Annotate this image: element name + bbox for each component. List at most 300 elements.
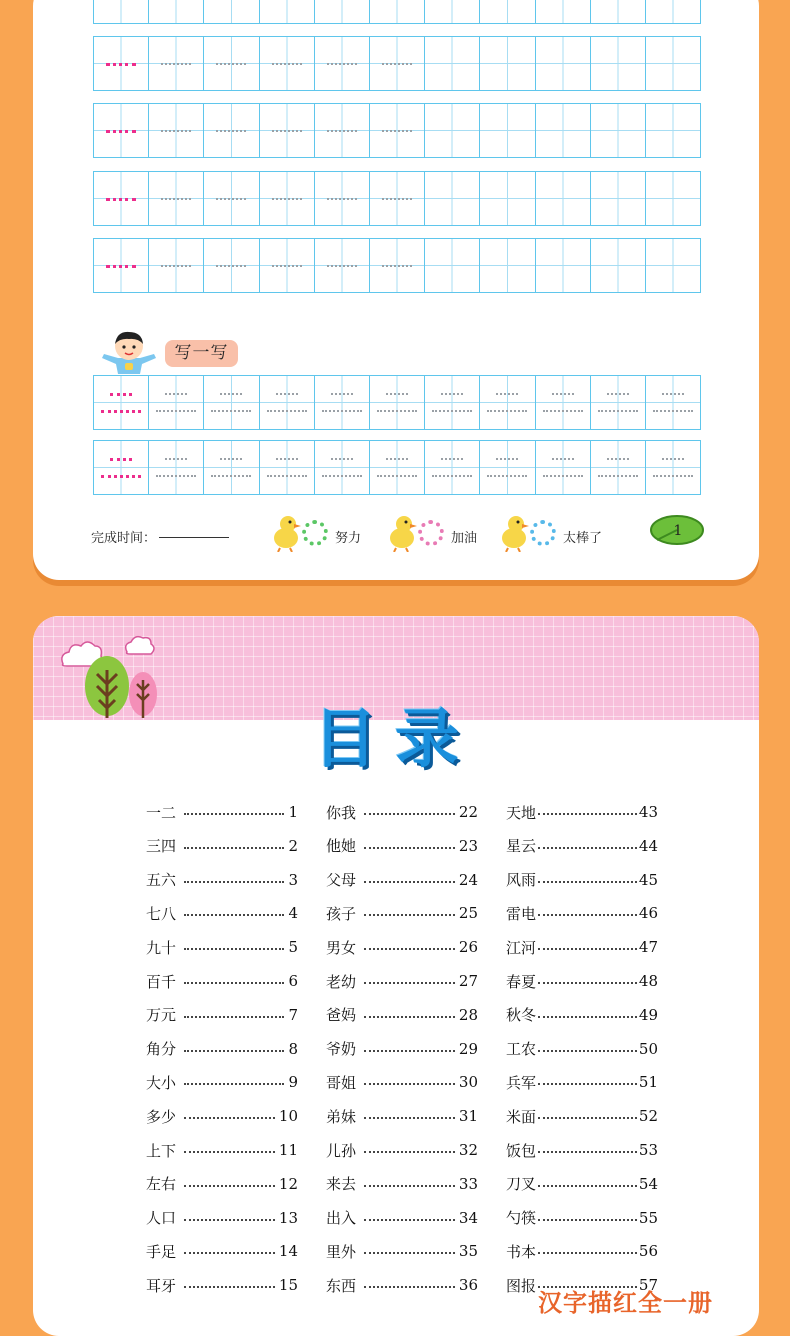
toc-entry-name: 一二 — [146, 803, 177, 822]
toc-entry-page: 25 — [458, 904, 478, 923]
writing-cell[interactable] — [315, 239, 370, 292]
trace-stroke — [607, 393, 629, 395]
writing-cell[interactable] — [94, 0, 149, 23]
toc-entry[interactable] — [146, 1105, 298, 1127]
writing-cell[interactable] — [204, 172, 259, 225]
toc-entry-page: 44 — [638, 836, 658, 855]
toc-entry-page: 31 — [458, 1107, 478, 1126]
toc-entry-name: 耳牙 — [146, 1276, 177, 1295]
toc-entry-name: 东西 — [326, 1276, 357, 1295]
toc-leader-dots — [184, 1219, 275, 1221]
writing-cell[interactable] — [480, 0, 535, 23]
toc-leader-dots — [184, 881, 284, 883]
toc-entry-page: 48 — [638, 972, 658, 990]
toc-entry[interactable] — [326, 869, 478, 891]
toc-entry[interactable] — [506, 1105, 658, 1127]
toc-entry-page: 36 — [458, 1276, 478, 1295]
toc-entry-page: 57 — [638, 1276, 658, 1295]
toc-entry-name: 上下 — [146, 1141, 177, 1160]
toc-entry[interactable] — [326, 902, 478, 924]
writing-cell[interactable] — [536, 37, 591, 90]
trace-stroke — [386, 458, 408, 460]
toc-entry-name: 来去 — [326, 1175, 357, 1194]
writing-cell[interactable] — [480, 376, 535, 429]
rating-label: 加油 — [451, 531, 478, 546]
trace-stroke — [216, 265, 246, 267]
writing-cell[interactable] — [260, 104, 315, 157]
writing-cell[interactable] — [646, 104, 700, 157]
trace-stroke — [327, 63, 357, 65]
trace-stroke — [382, 265, 412, 267]
toc-leader-dots — [538, 1219, 637, 1221]
toc-entry[interactable] — [146, 1240, 298, 1262]
toc-entry-name: 九十 — [146, 938, 177, 957]
toc-entry-name: 春夏 — [506, 972, 537, 991]
page-number-leaf-icon — [649, 514, 705, 550]
completion-time-blank[interactable] — [159, 537, 229, 538]
writing-cell[interactable] — [536, 0, 591, 23]
model-stroke — [106, 198, 136, 201]
toc-entry-name: 哥姐 — [326, 1073, 357, 1092]
toc-entry-page: 5 — [288, 938, 298, 957]
toc-entry-name: 爷奶 — [326, 1040, 357, 1059]
toc-entry-page: 2 — [288, 836, 298, 855]
rating-label: 太棒了 — [563, 531, 603, 546]
writing-cell[interactable] — [646, 172, 700, 225]
toc-entry-name: 你我 — [326, 803, 357, 822]
toc-entry[interactable] — [326, 1240, 478, 1262]
toc-entry-name: 手足 — [146, 1242, 177, 1261]
duck-icon — [498, 512, 530, 552]
page-number: 1 — [673, 523, 683, 539]
writing-cell[interactable] — [536, 172, 591, 225]
writing-cell[interactable] — [480, 104, 535, 157]
toc-leader-dots — [364, 1083, 455, 1085]
toc-leader-dots — [364, 982, 455, 984]
writing-cell[interactable] — [591, 172, 646, 225]
toc-entry-page: 55 — [638, 1208, 658, 1227]
toc-entry-name: 多少 — [146, 1107, 177, 1126]
writing-cell[interactable] — [370, 376, 425, 429]
toc-entry[interactable] — [326, 936, 478, 958]
trace-stroke — [386, 393, 408, 395]
writing-cell[interactable] — [315, 441, 370, 494]
duck-icon — [386, 512, 418, 552]
toc-leader-dots — [538, 1050, 637, 1052]
writing-cell[interactable] — [94, 376, 149, 429]
writing-cell[interactable] — [646, 37, 700, 90]
toc-entry-page: 47 — [638, 938, 658, 957]
toc-entry-name: 父母 — [326, 871, 357, 890]
writing-cell[interactable] — [480, 239, 535, 292]
toc-entry-name: 百千 — [146, 972, 177, 991]
writing-cell[interactable] — [315, 0, 370, 23]
trace-stroke — [441, 458, 463, 460]
trace-stroke — [441, 393, 463, 395]
toc-entry-page: 13 — [278, 1208, 298, 1227]
trace-stroke — [216, 130, 246, 132]
toc-entry[interactable] — [326, 1105, 478, 1127]
toc-entry-page: 51 — [638, 1073, 658, 1092]
writing-cell[interactable] — [149, 37, 204, 90]
toc-entry-name: 孩子 — [326, 904, 357, 923]
toc-leader-dots — [184, 1252, 275, 1254]
writing-cell[interactable] — [591, 441, 646, 494]
toc-entry-page: 46 — [638, 904, 658, 923]
toc-entry[interactable] — [146, 1071, 298, 1093]
trace-stroke — [662, 458, 684, 460]
writing-cell[interactable] — [425, 376, 480, 429]
writing-cell[interactable] — [315, 37, 370, 90]
writing-cell[interactable] — [370, 0, 425, 23]
writing-cell[interactable] — [94, 239, 149, 292]
trace-stroke — [331, 393, 353, 395]
toc-entry-name: 书本 — [506, 1242, 537, 1261]
writing-cell[interactable] — [149, 0, 204, 23]
toc-entry-page: 32 — [458, 1141, 478, 1159]
toc-entry-name: 角分 — [146, 1040, 177, 1059]
writing-cell[interactable] — [204, 441, 259, 494]
book-brand-title: 汉字描红全一册 — [538, 1289, 713, 1317]
toc-entry-page: 9 — [288, 1073, 298, 1092]
toc-entry[interactable] — [326, 835, 478, 857]
toc-entry[interactable] — [506, 1038, 658, 1060]
toc-entry-page: 34 — [458, 1208, 478, 1227]
trace-stroke — [377, 410, 417, 412]
trace-stroke — [598, 410, 638, 412]
writing-cell[interactable] — [646, 239, 700, 292]
toc-entry[interactable] — [146, 1207, 298, 1229]
rating-circle[interactable] — [530, 520, 556, 546]
toc-entry[interactable] — [146, 1173, 298, 1195]
trace-stroke — [327, 265, 357, 267]
toc-entry[interactable] — [326, 1004, 478, 1026]
toc-entry[interactable] — [506, 1173, 658, 1195]
toc-leader-dots — [364, 1016, 455, 1018]
toc-leader-dots — [184, 1151, 275, 1153]
writing-cell[interactable] — [480, 37, 535, 90]
rating-circle[interactable] — [302, 520, 328, 546]
writing-cell[interactable] — [370, 37, 425, 90]
toc-title: 目录 — [313, 703, 477, 777]
toc-entry-name: 男女 — [326, 938, 357, 957]
writing-cell[interactable] — [536, 239, 591, 292]
toc-entry[interactable] — [326, 1038, 478, 1060]
toc-entry-name: 图报 — [506, 1276, 537, 1295]
toc-leader-dots — [538, 1185, 637, 1187]
toc-entry[interactable] — [326, 1274, 478, 1296]
toc-entry-name: 弟妹 — [326, 1107, 357, 1126]
toc-leader-dots — [364, 847, 455, 849]
rating-circle[interactable] — [418, 520, 444, 546]
writing-cell[interactable] — [425, 104, 480, 157]
toc-entry-page: 4 — [288, 904, 298, 923]
trace-stroke — [432, 475, 472, 477]
toc-entry[interactable] — [506, 1207, 658, 1229]
toc-leader-dots — [184, 914, 284, 916]
toc-entry-page: 26 — [458, 938, 478, 957]
toc-entry[interactable] — [326, 801, 478, 823]
writing-cell[interactable] — [260, 441, 315, 494]
toc-leader-dots — [364, 1286, 455, 1288]
kid-mascot-icon — [94, 330, 164, 382]
model-stroke — [106, 63, 136, 66]
toc-entry[interactable] — [146, 835, 298, 857]
toc-entry-page: 10 — [278, 1107, 298, 1126]
trace-stroke — [267, 410, 307, 412]
trace-stroke — [653, 410, 693, 412]
toc-leader-dots — [538, 982, 637, 984]
toc-leader-dots — [538, 914, 637, 916]
toc-entry-page: 53 — [638, 1141, 658, 1159]
toc-entry-name: 雷电 — [506, 904, 537, 923]
toc-entry-name: 人口 — [146, 1209, 177, 1228]
trace-stroke — [322, 475, 362, 477]
toc-entry-name: 勺筷 — [506, 1209, 537, 1228]
toc-entry[interactable] — [506, 801, 658, 823]
toc-entry[interactable] — [506, 1240, 658, 1262]
toc-entry-page: 24 — [458, 870, 478, 889]
section-banner: 写一写 — [165, 340, 238, 367]
writing-cell[interactable] — [94, 172, 149, 225]
writing-cell[interactable] — [425, 0, 480, 23]
writing-cell[interactable] — [591, 104, 646, 157]
trace-stroke — [432, 410, 472, 412]
trace-stroke — [382, 198, 412, 200]
toc-entry[interactable] — [506, 1071, 658, 1093]
writing-cell[interactable] — [149, 172, 204, 225]
writing-cell[interactable] — [591, 239, 646, 292]
toc-leader-dots — [538, 1151, 637, 1153]
writing-cell[interactable] — [315, 104, 370, 157]
toc-leader-dots — [184, 1185, 275, 1187]
writing-cell[interactable] — [591, 37, 646, 90]
toc-entry[interactable] — [506, 902, 658, 924]
toc-entry-name: 秋冬 — [506, 1006, 537, 1025]
writing-cell[interactable] — [260, 376, 315, 429]
writing-cell[interactable] — [204, 104, 259, 157]
toc-entry[interactable] — [506, 970, 658, 992]
toc-entry-name: 老幼 — [326, 972, 357, 991]
trace-stroke — [165, 393, 187, 395]
toc-entry-page: 11 — [278, 1141, 298, 1159]
toc-entry[interactable] — [506, 835, 658, 857]
trace-stroke — [216, 63, 246, 65]
toc-entry-name: 三四 — [146, 837, 177, 856]
trace-stroke — [276, 393, 298, 395]
trace-stroke — [607, 458, 629, 460]
toc-entry-page: 33 — [458, 1174, 478, 1193]
writing-cell[interactable] — [591, 0, 646, 23]
trace-stroke — [382, 130, 412, 132]
toc-entry[interactable] — [506, 1004, 658, 1026]
trace-stroke — [653, 475, 693, 477]
trace-stroke — [552, 458, 574, 460]
toc-entry[interactable] — [506, 869, 658, 891]
toc-leader-dots — [184, 982, 284, 984]
write-row — [93, 375, 701, 430]
toc-leader-dots — [364, 1050, 455, 1052]
toc-entry-name: 里外 — [326, 1242, 357, 1261]
trace-stroke — [327, 130, 357, 132]
writing-cell[interactable] — [370, 172, 425, 225]
writing-cell[interactable] — [94, 37, 149, 90]
toc-entry-page: 56 — [638, 1242, 658, 1261]
writing-cell[interactable] — [536, 376, 591, 429]
trace-stroke — [382, 63, 412, 65]
toc-entry[interactable] — [506, 1139, 658, 1161]
trace-stroke — [662, 393, 684, 395]
toc-entry-page: 3 — [288, 870, 298, 889]
writing-cell[interactable] — [536, 441, 591, 494]
toc-leader-dots — [184, 1016, 284, 1018]
toc-entry-page: 27 — [458, 972, 478, 990]
writing-cell[interactable] — [536, 104, 591, 157]
toc-leader-dots — [538, 847, 637, 849]
writing-cell[interactable] — [204, 239, 259, 292]
rating-label: 努力 — [335, 531, 362, 546]
trace-stroke — [331, 458, 353, 460]
writing-cell[interactable] — [260, 172, 315, 225]
writing-cell[interactable] — [591, 376, 646, 429]
writing-cell[interactable] — [480, 172, 535, 225]
writing-cell[interactable] — [315, 376, 370, 429]
toc-entry-page: 29 — [458, 1039, 478, 1058]
toc-entry-page: 35 — [458, 1242, 478, 1261]
writing-cell[interactable] — [260, 37, 315, 90]
toc-entry-page: 30 — [458, 1073, 478, 1092]
toc-entry-name: 风雨 — [506, 871, 537, 890]
trace-stroke — [211, 475, 251, 477]
toc-leader-dots — [538, 813, 637, 815]
trace-stroke — [377, 475, 417, 477]
writing-cell[interactable] — [204, 0, 259, 23]
toc-leader-dots — [538, 1252, 637, 1254]
trace-row — [93, 238, 701, 293]
toc-entry[interactable] — [146, 1274, 298, 1296]
toc-leader-dots — [364, 948, 455, 950]
writing-cell[interactable] — [480, 441, 535, 494]
toc-leader-dots — [364, 1117, 455, 1119]
writing-cell[interactable] — [260, 0, 315, 23]
toc-entry-page: 1 — [288, 803, 298, 821]
trace-stroke — [161, 265, 191, 267]
trace-stroke — [161, 63, 191, 65]
toc-leader-dots — [538, 1083, 637, 1085]
duck-icon — [270, 512, 302, 552]
toc-entry-page: 6 — [288, 972, 298, 990]
writing-cell[interactable] — [149, 239, 204, 292]
toc-leader-dots — [364, 1219, 455, 1221]
toc-entry-name: 米面 — [506, 1107, 537, 1126]
toc-entry-name: 江河 — [506, 938, 537, 957]
toc-entry-page: 54 — [638, 1174, 658, 1193]
toc-entry[interactable] — [146, 801, 298, 823]
completion-time-label: 完成时间： — [91, 531, 157, 546]
toc-entry-page: 50 — [638, 1039, 658, 1058]
writing-cell[interactable] — [94, 104, 149, 157]
trace-stroke — [220, 458, 242, 460]
toc-entry[interactable] — [146, 902, 298, 924]
trace-row — [93, 103, 701, 158]
toc-entry[interactable] — [146, 936, 298, 958]
toc-entry[interactable] — [146, 970, 298, 992]
writing-cell[interactable] — [204, 37, 259, 90]
writing-cell[interactable] — [370, 104, 425, 157]
writing-cell[interactable] — [315, 172, 370, 225]
toc-leader-dots — [184, 847, 284, 849]
writing-cell[interactable] — [149, 104, 204, 157]
trace-stroke — [272, 63, 302, 65]
writing-cell[interactable] — [425, 172, 480, 225]
toc-entry[interactable] — [506, 936, 658, 958]
toc-leader-dots — [364, 914, 455, 916]
toc-entry[interactable] — [326, 1173, 478, 1195]
toc-entry[interactable] — [146, 1139, 298, 1161]
toc-entry[interactable] — [326, 1071, 478, 1093]
toc-leader-dots — [364, 813, 455, 815]
trace-row — [93, 171, 701, 226]
trace-stroke — [496, 458, 518, 460]
trace-stroke — [322, 410, 362, 412]
trace-stroke — [487, 410, 527, 412]
toc-leader-dots — [538, 881, 637, 883]
toc-leader-dots — [364, 1252, 455, 1254]
writing-cell[interactable] — [370, 239, 425, 292]
toc-entry[interactable] — [326, 970, 478, 992]
toc-entry-name: 星云 — [506, 837, 537, 856]
trace-stroke — [161, 198, 191, 200]
trace-row — [93, 36, 701, 91]
writing-cell[interactable] — [646, 441, 700, 494]
toc-entry-page: 45 — [638, 870, 658, 889]
toc-entry[interactable] — [146, 1038, 298, 1060]
toc-entry[interactable] — [326, 1207, 478, 1229]
toc-entry[interactable] — [146, 869, 298, 891]
trace-stroke — [496, 393, 518, 395]
trace-stroke — [552, 393, 574, 395]
writing-cell[interactable] — [94, 441, 149, 494]
toc-entry-name: 出入 — [326, 1209, 357, 1228]
toc-leader-dots — [538, 1117, 637, 1119]
writing-cell[interactable] — [425, 37, 480, 90]
toc-leader-dots — [184, 813, 284, 815]
toc-entry-name: 兵军 — [506, 1073, 537, 1092]
writing-cell[interactable] — [149, 376, 204, 429]
trace-stroke — [272, 265, 302, 267]
toc-entry-name: 天地 — [506, 803, 537, 822]
writing-cell[interactable] — [149, 441, 204, 494]
writing-cell[interactable] — [204, 376, 259, 429]
toc-entry-page: 15 — [278, 1276, 298, 1295]
toc-entry-page: 12 — [278, 1174, 298, 1193]
writing-cell[interactable] — [425, 441, 480, 494]
writing-cell[interactable] — [370, 441, 425, 494]
trace-stroke — [272, 130, 302, 132]
toc-entry[interactable] — [326, 1139, 478, 1161]
toc-entry-page: 8 — [288, 1039, 298, 1058]
writing-cell[interactable] — [260, 239, 315, 292]
toc-entry-name: 万元 — [146, 1006, 177, 1025]
toc-entry-page: 49 — [638, 1005, 658, 1024]
toc-entry[interactable] — [146, 1004, 298, 1026]
trace-stroke — [543, 475, 583, 477]
writing-cell[interactable] — [646, 376, 700, 429]
writing-cell[interactable] — [646, 0, 700, 23]
trace-row — [93, 0, 701, 24]
trace-stroke — [211, 410, 251, 412]
writing-cell[interactable] — [425, 239, 480, 292]
